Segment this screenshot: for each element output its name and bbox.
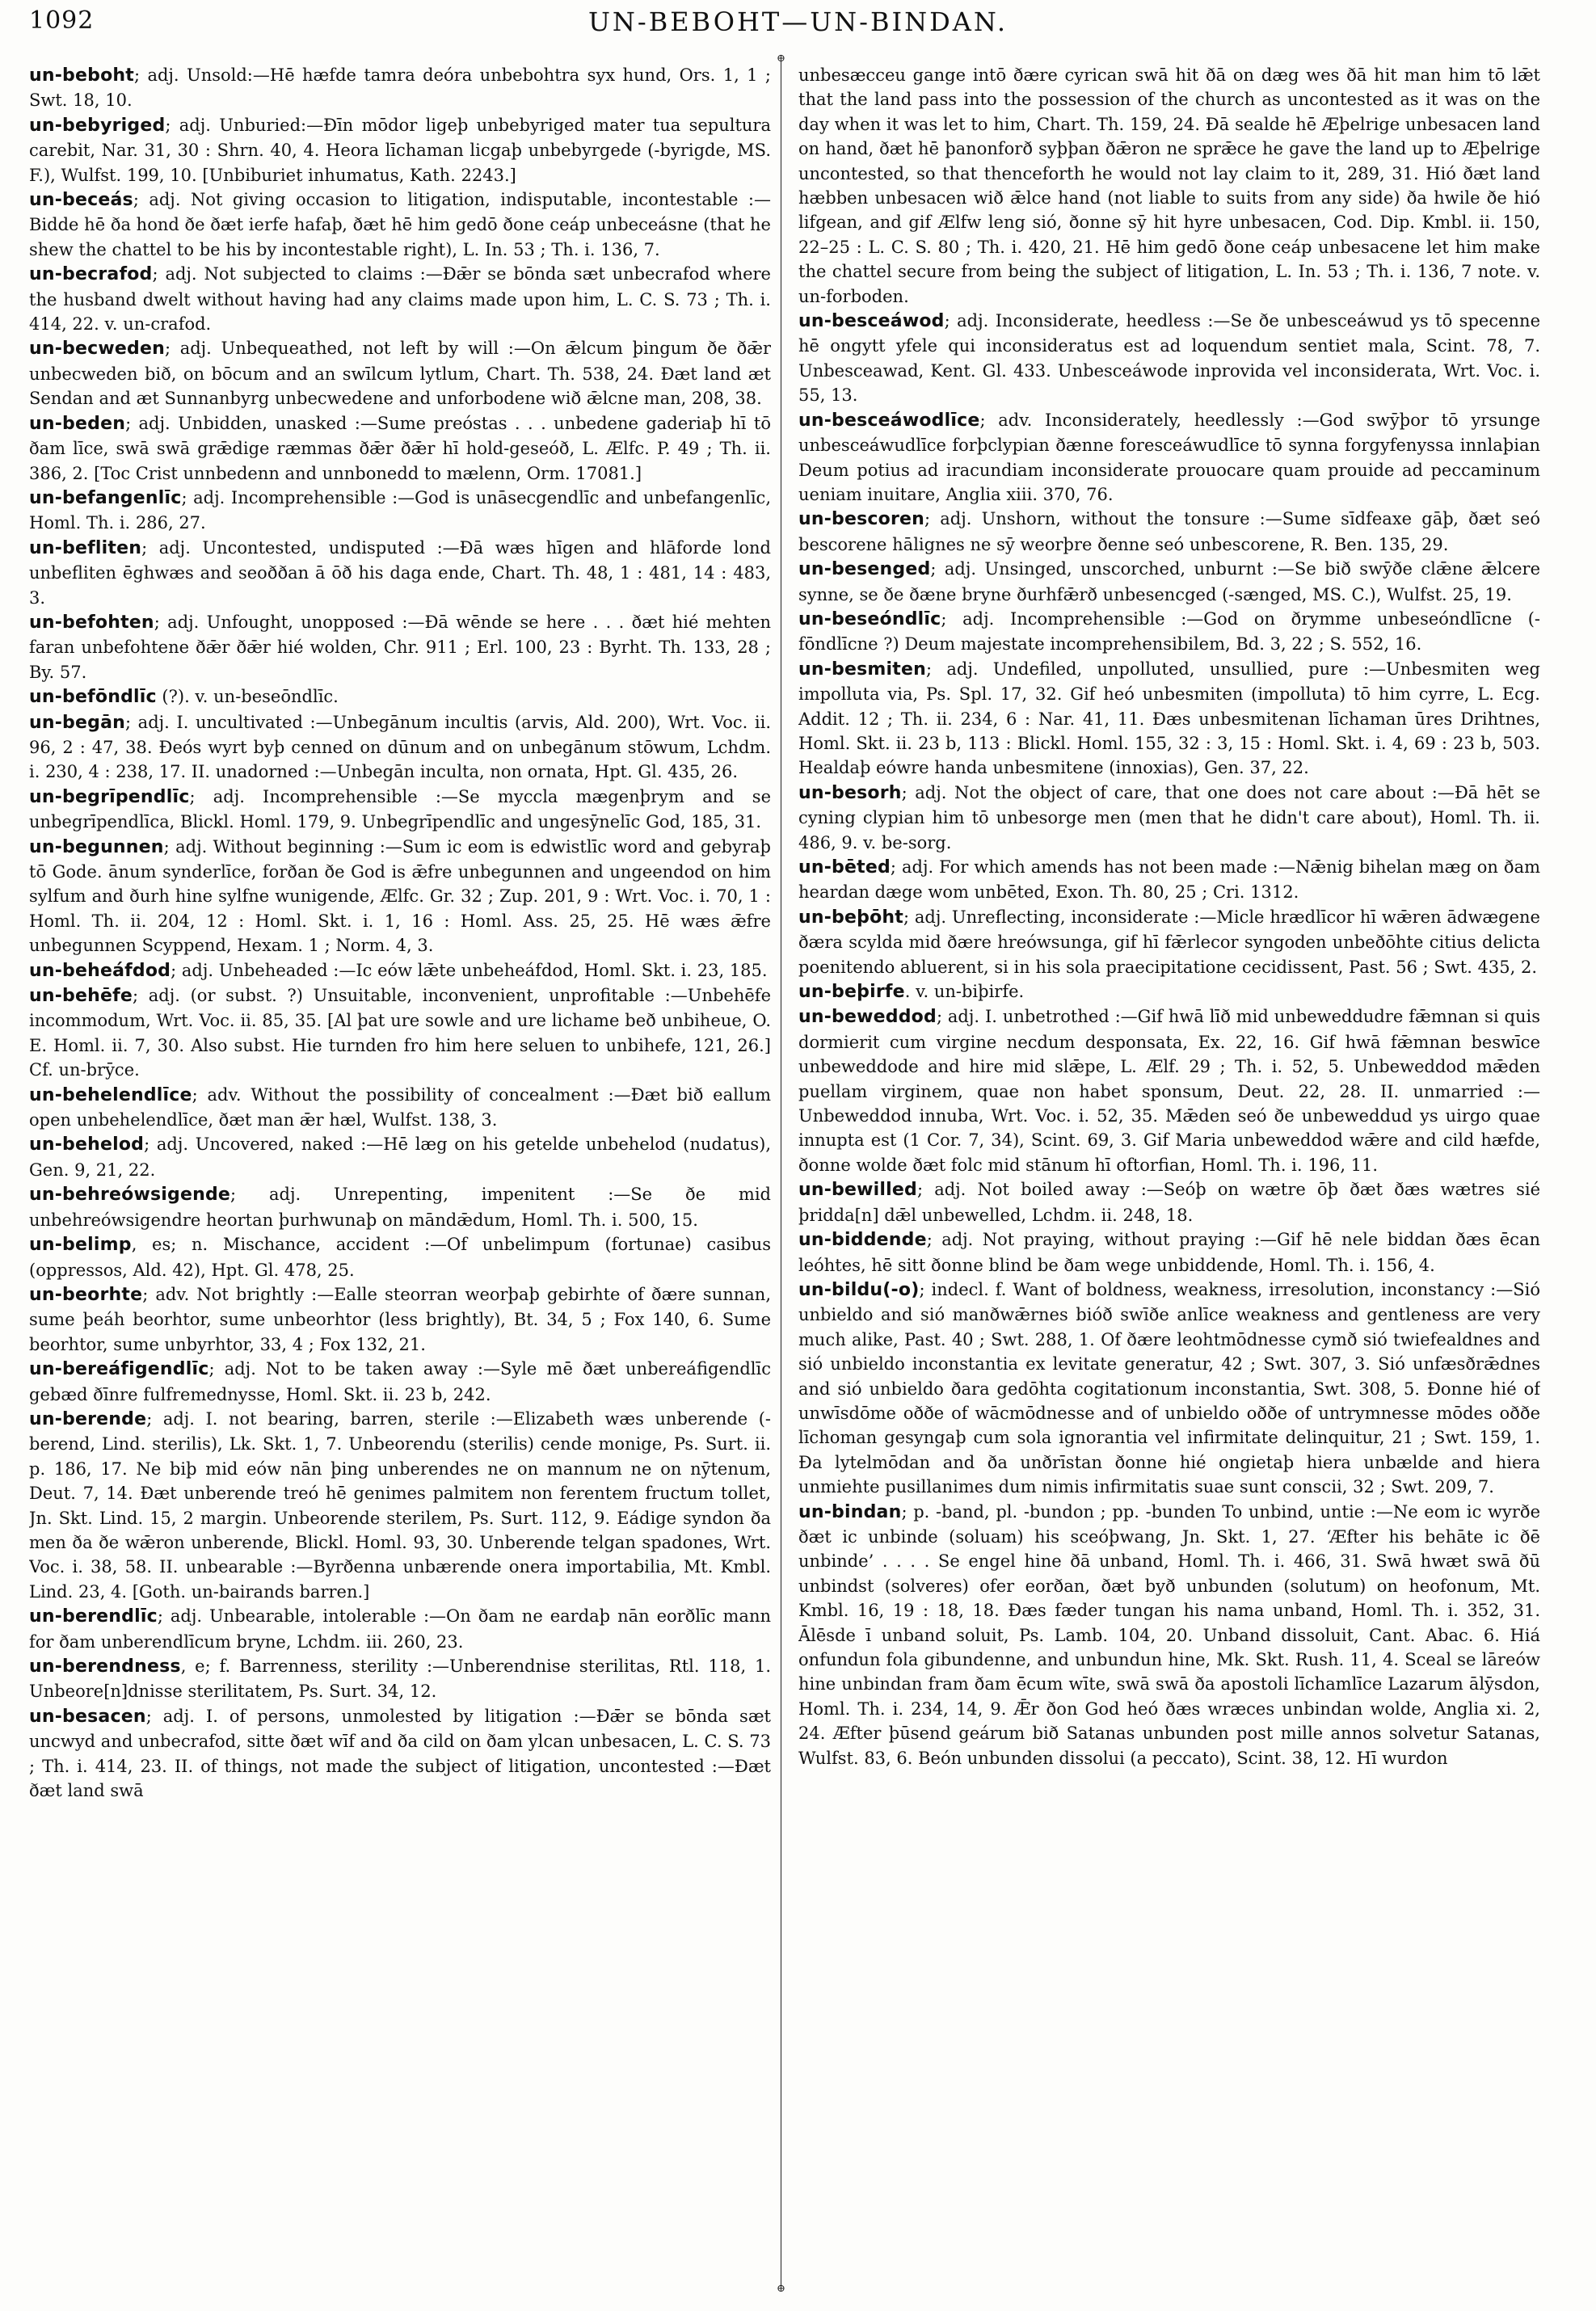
entry-headword: un-bindan	[798, 1501, 902, 1522]
dictionary-entry	[798, 309, 1540, 408]
dictionary-entry	[798, 63, 1540, 309]
entry-headword: un-befangenlīc	[29, 487, 182, 508]
dictionary-entry	[798, 1177, 1540, 1227]
entry-definition: ; adj. Unburied:—Ðīn mōdor ligeþ unbebyriged mater tua sepultura carebit, Nar. 31, 30 : Shrn. 40, 4. Heora līchaman licgaþ unbebyrgede (-byrigde, MS. F.), Wulfst. 199, 10. [Unbiburiet inhumatus, Kath. 2243.]	[29, 115, 771, 185]
divider-ornament-top: ⊕	[777, 53, 785, 65]
entry-headword: un-behēfe	[29, 986, 133, 1007]
entry-headword: un-beseóndlīc	[798, 608, 941, 629]
dictionary-entry	[29, 1357, 771, 1407]
entry-definition: , es; n. Mischance, accident :—Of unbelimpum (fortunae) casibus (oppressos, Ald. 42), Hpt. Gl. 478, 25.	[29, 1235, 771, 1280]
entry-definition: ; adj. Not giving occasion to litigation, indisputable, incontestable :—Bidde hē ða hond ðe ðæt ierfe hafaþ, ðæt hē him gedō ðone ceáp unbeceásne (that he shew the chattel to be his by incontestable right), L. In. 53 ; Th. i. 136, 7.	[29, 190, 771, 259]
entry-headword: un-befōndlīc	[29, 687, 157, 708]
entry-headword: un-behelod	[29, 1134, 145, 1156]
entry-definition: (?). v. un-beseōndlīc.	[156, 687, 339, 707]
entry-definition: ; adj. Unbeheaded :—Ic eów lǣte unbeheáfdod, Homl. Skt. i. 23, 185.	[171, 960, 768, 980]
divider-ornament-bottom: ⊕	[777, 2283, 785, 2295]
entry-definition: ; adj. Not boiled away :—Seóþ on wætre ōþ ðæt ðæs wætres sié þridda[n] dǣl unbewelled, Lchdm. ii. 248, 18.	[798, 1180, 1540, 1225]
entry-headword: un-besenged	[798, 559, 931, 580]
dictionary-entry	[798, 657, 1540, 781]
dictionary-entry	[29, 1182, 771, 1232]
dictionary-entry	[29, 710, 771, 785]
entry-headword: un-becrafod	[29, 264, 153, 285]
dictionary-entry	[29, 113, 771, 187]
entry-definition: ; adj. Unreflecting, inconsiderate :—Micle hrædlīcor hī wǣren ādwægene ðæra scylda mid ðære hreówsunga, gif hī fǣrlecor syngoden unbeðōhte citius delicta poenitendo abluerent, si in his sola praecipitatione cecidissent, Past. 56 ; Swt. 435, 2.	[798, 907, 1540, 977]
dictionary-entry	[798, 408, 1540, 507]
entry-headword: un-beden	[29, 413, 126, 434]
entry-definition: ; adj. Unrepenting, impenitent :—Se ðe mid unbehreówsigendre heortan þurhwunaþ on māndǣdum, Homl. Th. i. 500, 15.	[29, 1185, 771, 1230]
dictionary-entry	[29, 785, 771, 835]
dictionary-entry	[798, 557, 1540, 607]
entry-headword: un-beþōht	[798, 907, 903, 928]
entry-definition: ; adj. Unfought, unopposed :—Ðā wēnde se here . . . ðæt hié mehten faran unbefohtene ðǣr ðǣr hié wolden, Chr. 911 ; Erl. 100, 23 : Byrht. Th. 133, 28 ; By. 57.	[29, 612, 771, 682]
dictionary-entry	[798, 781, 1540, 855]
entry-definition: ; adj. Without beginning :—Sum ic eom is edwistlīc word and gebyraþ tō Gode. ānum synderlīce, forðan ðe God is ǣfre unbegunnen and ungeendod on him sylfum and ðurh hine sylfne wunigende, Ælfc. Gr. 32 ; Zup. 201, 9 : Wrt. Voc. i. 70, 1 : Homl. Th. ii. 204, 12 : Homl. Skt. i. 1, 16 : Homl. Ass. 25, 25. Hē wæs ǣfre unbegunnen Scyppend, Hexam. 1 ; Norm. 4, 3.	[29, 836, 771, 956]
dictionary-entry	[29, 1604, 771, 1654]
entry-definition: ; adj. Unsold:—Hē hæfde tamra deóra unbebohtra syx hund, Ors. 1, 1 ; Swt. 18, 10.	[29, 65, 771, 111]
entry-definition: ; adv. Without the possibility of concealment :—Ðæt bið eallum open unbehelendlīce, ðæt man ǣr hæl, Wulfst. 138, 3.	[29, 1084, 771, 1130]
entry-definition: ; indecl. f. Want of boldness, weakness, irresolution, inconstancy :—Sió unbieldo and sió manðwǣrnes bióð swīðe anlīce weakness and gentleness are very much alike, Past. 40 ; Swt. 288, 1. Of ðære leohtmōdnesse cymð sió twiefealdnes and sió unbieldo inconstantia ex levitate generatur, 42 ; Swt. 307, 3. Sió unfæsðrǣdnes and sió unbieldo ðara gedōhta cogitationum inconstantia, Swt. 308, 5. Ðonne hié of unwīsdōme oððe of wācmōdnesse and of unbieldo oððe of untrymnesse mōdes oððe līchoman gesyngaþ cum sola ignorantia vel infirmitate delinquitur, 21 ; Swt. 159, 1. Ða lytelmōdan and ða unðrīstan ðonne hié ongietaþ hiera unbælde and hiera unmiehte pusillanimes dum nimis infirmitatis suae sunt conscii, 32 ; Swt. 209, 7.	[798, 1279, 1540, 1497]
left-column	[29, 63, 771, 2293]
entry-definition: ; adj. Unshorn, without the tonsure :—Sume sīdfeaxe gāþ, ðæt seó bescorene hālignes ne sȳ weorþre ðenne seó unbescorene, R. Ben. 135, 29.	[798, 509, 1540, 554]
entry-headword: un-becweden	[29, 339, 165, 360]
entry-headword: un-behreówsigende	[29, 1185, 231, 1206]
entry-definition: ; adj. Not subjected to claims :—Ðǣr se bōnda sæt unbecrafod where the husband dwelt without having had any claims made upon him, L. C. S. 73 ; Th. i. 414, 22. v. un-crafod.	[29, 264, 771, 335]
entry-definition: ; adj. For which amends has not been made :—Nǣnig bihelan mæg on ðam heardan dæge wom unbēted, Exon. Th. 80, 25 ; Cri. 1312.	[798, 857, 1540, 903]
entry-headword: un-beþirfe	[798, 982, 905, 1003]
entry-headword: un-biddende	[798, 1230, 927, 1251]
entry-definition: ; adv. Inconsiderately, heedlessly :—God swȳþor tō yrsunge unbesceáwudlīce forþclypian ðænne foresceáwudlīce tō synna forgyfenyssa innlaþian Deum potius ad iracundiam inconsiderate prouocare quam prouide ad peccaminum ueniam inuitare, Anglia xiii. 370, 76.	[798, 410, 1540, 504]
right-column	[798, 63, 1540, 2293]
entry-definition: ; adj. Incomprehensible :—God on ðrymme unbeseóndlīcne (-fōndlīcne ?) Deum majestate incomprehensibilem, Bd. 3, 22 ; S. 552, 16.	[798, 608, 1540, 655]
dictionary-entry	[29, 1083, 771, 1133]
entry-headword: un-belimp	[29, 1235, 132, 1256]
dictionary-entry	[29, 610, 771, 684]
entry-headword: un-beboht	[29, 65, 134, 86]
dictionary-entry	[798, 507, 1540, 557]
entry-headword: un-besmiten	[798, 659, 926, 680]
entry-definition: ; adj. I. not bearing, barren, sterile :—Elizabeth wæs unberende (-berend, Lind. sterilis), Lk. Skt. 1, 7. Unbeorendu (sterilis) cende monige, Ps. Surt. ii. p. 186, 17. Ne biþ mid eów nān þing unberendes ne on mannum ne on nȳtenum, Deut. 7, 14. Ðæt unberende treó hē genimes palmitem non ferentem fructum tollet, Jn. Skt. Lind. 15, 2 margin. Unbeorende sterilem, Ps. Surt. 112, 9. Eádige syndon ða men ða ðe wǣron unberende, Blickl. Homl. 93, 30. Unberende telgan spadones, Wrt. Voc. i. 38, 58. II. unbearable :—Byrðenna unbærende onera importabilia, Mt. Kmbl. Lind. 23, 4. [Goth. un-bairands barren.]	[29, 1408, 771, 1602]
page-header	[0, 0, 1596, 48]
entry-headword: un-bildu(-o)	[798, 1279, 920, 1300]
dictionary-entry	[29, 958, 771, 983]
entry-headword: un-befohten	[29, 612, 154, 633]
entry-headword: un-begunnen	[29, 836, 164, 857]
entry-definition: ; adj. Not praying, without praying :—Gif hē nele biddan ðæs ēcan leóhtes, hē sitt ðonne blind be ðam wege unbiddende, Homl. Th. i. 156, 4.	[798, 1230, 1540, 1275]
entry-definition: ; adj. I. of persons, unmolested by litigation :—Ðǣr se bōnda sæt uncwyd and unbecrafod, sitte ðæt wīf and ða cild on ðam ylcan unbesacen, L. C. S. 73 ; Th. i. 414, 23. II. of things, not made the subject of litigation, uncontested :—Ðæt ðæt land swā	[29, 1706, 771, 1801]
dictionary-entry	[29, 835, 771, 958]
dictionary-entry	[29, 983, 771, 1083]
entry-headword: un-befliten	[29, 537, 142, 558]
entry-headword: un-bewilled	[798, 1180, 917, 1201]
entry-headword: un-behelendlīce	[29, 1084, 192, 1105]
dictionary-entry	[798, 905, 1540, 979]
entry-definition: ; adj. Unbidden, unasked :—Sume preóstas . . . unbedene gaderiaþ hī tō ðam līce, swā swā grǣdige ræmmas ðǣr ðǣr hī hold-geseóð, L. Ælfc. P. 49 ; Th. ii. 386, 2. [Toc Crist unnbedenn and unnbonedd to mælenn, Orm. 17081.]	[29, 413, 771, 483]
entry-definition: ; adj. Undefiled, unpolluted, unsullied, pure :—Unbesmiten weg impolluta via, Ps. Spl. 17, 32. Gif heó unbesmiten (impolluta) tō him cyrre, L. Ecg. Addit. 12 ; Th. ii. 234, 6 : Nar. 41, 11. Ðæs unbesmitenan līchaman ūres Drihtnes, Homl. Skt. ii. 23 b, 113 : Blickl. Homl. 155, 32 : 3, 15 : Homl. Skt. i. 4, 69 : 23 b, 503. Healdaþ eówre handa unbesmitene (innoxias), Gen. 37, 22.	[798, 659, 1540, 778]
entry-definition: ; adj. Unbearable, intolerable :—On ðam ne eardaþ nān eorðlīc mann for ðam unberendlīcum bryne, Lchdm. iii. 260, 23.	[29, 1606, 771, 1652]
dictionary-entry	[29, 63, 771, 113]
page-number: 1092	[29, 6, 95, 35]
entry-headword: un-beceás	[29, 190, 133, 211]
dictionary-entry	[29, 536, 771, 610]
entry-headword: un-besorh	[798, 782, 902, 803]
entry-headword: un-besceáwod	[798, 311, 945, 332]
entry-headword: un-begrīpendlīc	[29, 786, 190, 807]
entry-definition: ; adj. (or subst. ?) Unsuitable, inconvenient, unprofitable :—Unbehēfe incommodum, Wrt. Voc. ii. 85, 35. [Al þat ure sowle and ure lichame beð unbiheue, O. E. Homl. ii. 7, 30. Also subst. Hie turnden fro him here seluen to unbihefe, 121, 26.] Cf. un-brȳce.	[29, 986, 771, 1080]
entry-definition: ; p. -band, pl. -bundon ; pp. -bunden To unbind, untie :—Ne eom ic wyrðe ðæt ic unbinde (soluam) his sceóþwang, Jn. Skt. 1, 27. ‘Æfter his behāte ic ðē unbinde’ . . . . Se engel hine ðā unband, Homl. Th. i. 466, 31. Swā hwæt swā ðū unbindst (solveres) ofer eorðan, ðæt byð unbunden (solutum) on heofonum, Mt. Kmbl. 16, 19 : 18, 18. Ðæs fæder tungan his nama unband, Homl. Th. i. 352, 31. Ālēsde ī unband soluit, Ps. Lamb. 104, 20. Unband dissoluit, Cant. Abac. 6. Hiá onfundun fola gibundenne, and unbundun hine, Mk. Skt. Rush. 11, 4. Sceal se lāreów hine unbindan fram ðam ēcum wīte, swā swā ða apostoli līchamlīce Lazarum ālȳsdon, Homl. Th. i. 234, 14, 9. Ǣr ðon God heó ðæs wræces unbindan wolde, Anglia xi. 2, 24. Æfter þūsend geárum bið Satanas unbunden post mille annos solvetur Satanas, Wulfst. 83, 6. Beón unbunden dissolui (a peccato), Scint. 38, 12. Hī wurdon	[798, 1501, 1540, 1768]
dictionary-entry	[798, 855, 1540, 905]
entry-headword: un-berendlīc	[29, 1606, 158, 1627]
entry-headword: un-bescoren	[798, 509, 925, 530]
entry-definition: ; adj. I. unbetrothed :—Gif hwā līð mid unbeweddudre fǣmnan si quis dormierit cum virgine necdum desponsata, Ex. 22, 16. Gif hwā fǣmnan beswīce unbeweddode and hire mid slǣpe, L. Ælf. 29 ; Th. i. 52, 5. Unbeweddod mǣden puellam virginem, quae non habet sponsum, Deut. 22, 28. II. unmarried :—Unbeweddod innuba, Wrt. Voc. i. 52, 35. Mǣden seó ðe unbeweddud ys uirgo quae innupta est (1 Cor. 7, 34), Scint. 69, 3. Gif Maria unbeweddod wǣre and cild hæfde, ðonne wolde ðæt folc mid stānum hī oftorfian, Homl. Th. i. 196, 11.	[798, 1007, 1540, 1175]
dictionary-entry	[29, 486, 771, 536]
entry-definition: ; adj. Uncontested, undisputed :—Ðā wæs hīgen and hlāforde lond unbefliten ēghwæs and seoððan ā ōð his daga ende, Chart. Th. 48, 1 : 481, 14 : 483, 3.	[29, 537, 771, 608]
dictionary-entry	[798, 1500, 1540, 1770]
entry-headword: un-bereáfigendlīc	[29, 1359, 209, 1380]
dictionary-entry	[29, 336, 771, 410]
entry-headword: un-beweddod	[798, 1007, 937, 1028]
entry-headword: un-begān	[29, 712, 125, 733]
entry-definition: ; adv. Not brightly :—Ealle steorran weorþaþ gebirhte of ðære sunnan, sume þeáh beorhtor, sume unbeorhtor (less brightly), Bt. 34, 5 ; Fox 140, 6. Sume beorhtor, sume unbyrhtor, 33, 4 ; Fox 132, 21.	[29, 1284, 771, 1354]
dictionary-entry	[29, 1704, 771, 1804]
entry-definition: ; adj. Unsinged, unscorched, unburnt :—Se bið swȳðe clǣne ǣlcere synne, se ðe ðæne bryne ðurhfǣrð unbesencged (-sænged, MS. C.), Wulfst. 25, 19.	[798, 559, 1540, 604]
dictionary-entry	[29, 684, 771, 709]
entry-definition: ; adj. Uncovered, naked :—Hē læg on his getelde unbehelod (nudatus), Gen. 9, 21, 22.	[29, 1134, 771, 1180]
running-title: UN-BEBOHT—UN-BINDAN.	[587, 6, 1009, 37]
dictionary-entry	[798, 1004, 1540, 1177]
dictionary-entry	[29, 187, 771, 262]
entry-definition: ; adj. Not the object of care, that one does not care about :—Ðā hēt se cyning clypian him tō unbesorge men (men that he didn't care about), Homl. Th. ii. 486, 9. v. be-sorg.	[798, 782, 1540, 852]
entry-definition: ; adj. I. uncultivated :—Unbegānum incultis (arvis, Ald. 200), Wrt. Voc. ii. 96, 2 : 47, 38. Ðeós wyrt byþ cenned on dūnum and on unbegānum stōwum, Lchdm. i. 230, 4 : 238, 17. II. unadorned :—Unbegān inculta, non ornata, Hpt. Gl. 435, 26.	[29, 712, 771, 782]
dictionary-entry	[29, 262, 771, 336]
dictionary-entry	[29, 1232, 771, 1282]
dictionary-entry	[798, 1227, 1540, 1278]
dictionary-entry	[29, 1282, 771, 1357]
entry-headword: un-berendness	[29, 1656, 181, 1677]
entry-headword: un-besacen	[29, 1706, 146, 1727]
entry-definition: ; adj. Incomprehensible :—God is unāsecgendlīc and unbefangenlīc, Homl. Th. i. 286, 27.	[29, 487, 771, 533]
dictionary-entry	[29, 1407, 771, 1604]
entry-definition: ; adj. Not to be taken away :—Syle mē ðæt unbereáfigendlīc gebæd ðīnre fulfremednysse, Homl. Skt. ii. 23 b, 242.	[29, 1359, 771, 1404]
entry-headword: un-bebyriged	[29, 115, 166, 136]
entry-headword: un-besceáwodlīce	[798, 410, 980, 431]
entry-definition: ; adj. Inconsiderate, heedless :—Se ðe unbesceáwud ys tō specenne hē ongytt yfele qui inconsideratus est ad loquendum sentiet mala, Scint. 78, 7. Unbesceawad, Kent. Gl. 433. Unbesceáwode inprovida vel inconsiderata, Wrt. Voc. i. 55, 13.	[798, 311, 1540, 406]
entry-definition: unbesæcceu gange intō ðære cyrican swā hit ðā on dæg wes ðā hit man him tō lǣt that the land pass into the possession of the church as uncontested as it was on the day when it was let to him, Chart. Th. 159, 24. Ðā sealde hē Æþelrige unbesacen land on hand, ðæt hē þanonforð syþþan ðǣron ne sprǣce he gave the land up to Æþelrige uncontested, so that thenceforth he would not lay claim to it, 289, 31. Hió ðæt land hæbben unbesacen wið ǣlce hand (not liable to suits from any side) ða hwile ðe hió lifgean, and gif Ælfw leng sió, ðonne sȳ hit hyre unbesacen, Cod. Dip. Kmbl. ii. 150, 22–25 : L. C. S. 80 ; Th. i. 420, 21. Hē him gedō ðone ceáp unbesacene let him make the chattel secure from being the subject of litigation, L. In. 53 ; Th. i. 136, 7 note. v. un-forboden.	[798, 65, 1540, 306]
entry-definition: , e; f. Barrenness, sterility :—Unberendnise sterilitas, Rtl. 118, 1. Unbeore[n]dnisse sterilitatem, Ps. Surt. 34, 12.	[29, 1656, 771, 1702]
dictionary-entry	[29, 411, 771, 486]
entry-headword: un-bēted	[798, 857, 891, 878]
entry-definition: ; adj. Incomprehensible :—Se myccla mægenþrym and se unbegrīpendlīca, Blickl. Homl. 179, 9. Unbegrīpendlīc and ungesȳnelīc God, 185, 31.	[29, 786, 771, 832]
entry-headword: un-beorhte	[29, 1284, 143, 1305]
dictionary-entry	[798, 607, 1540, 657]
entry-definition: . v. un-biþirfe.	[904, 982, 1025, 1002]
dictionary-entry	[29, 1132, 771, 1182]
entry-headword: un-beheáfdod	[29, 960, 171, 981]
dictionary-entry	[798, 979, 1540, 1004]
entry-definition: ; adj. Unbequeathed, not left by will :—On ǣlcum þingum ðe ðǣr unbecweden bið, on bōcum and an swīlcum lytlum, Chart. Th. 538, 24. Ðæt land æt Sendan and æt Sunnanbyrg unbecwedene and unforbodene wið ǣlcne man, 208, 38.	[29, 339, 771, 409]
dictionary-entry	[798, 1278, 1540, 1500]
entry-headword: un-berende	[29, 1408, 147, 1429]
dictionary-entry	[29, 1654, 771, 1704]
